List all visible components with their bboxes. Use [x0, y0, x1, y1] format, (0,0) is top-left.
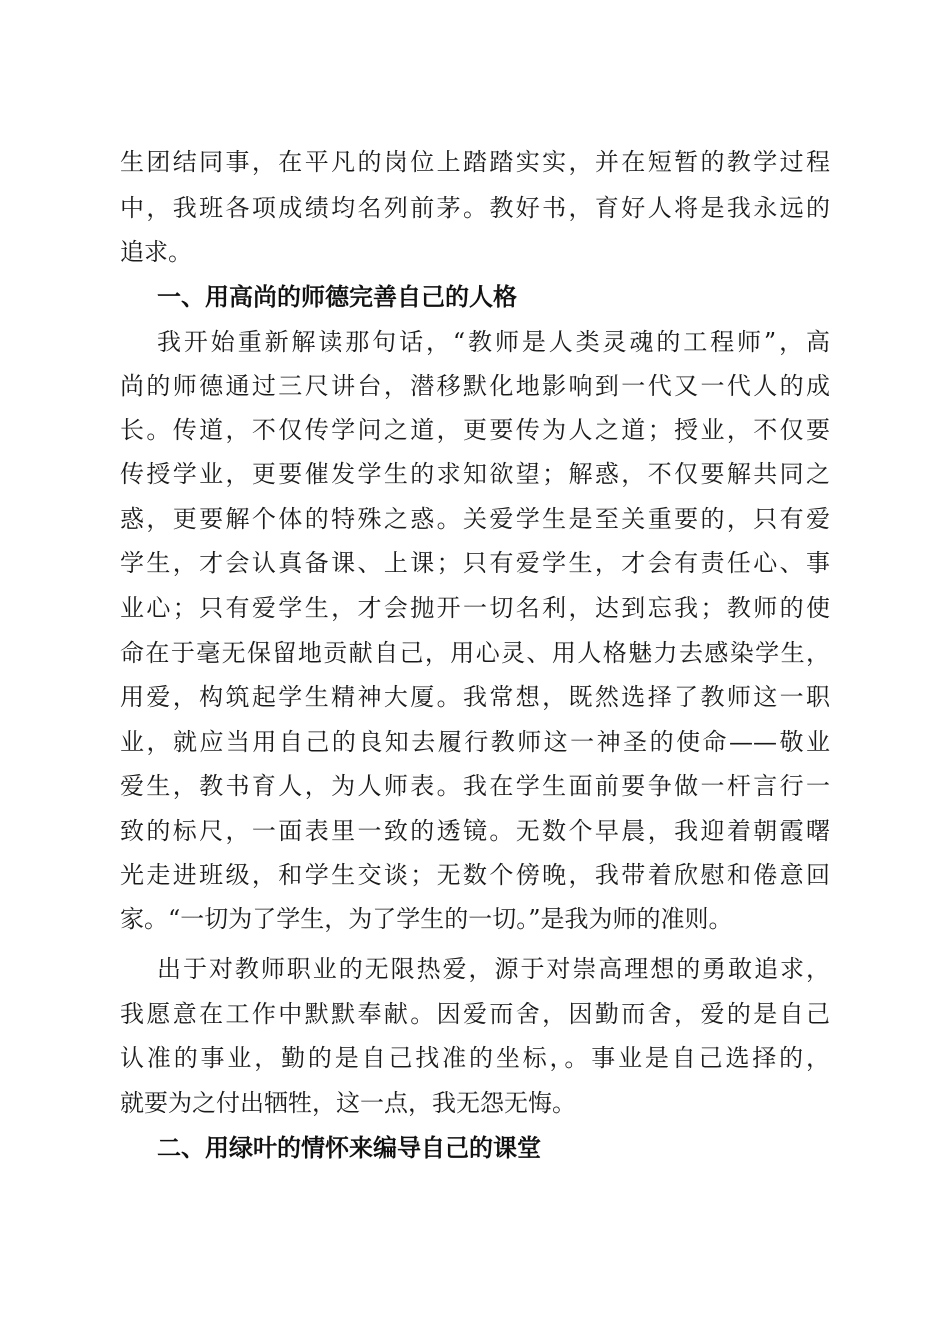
paragraph-line: 我愿意在工作中默默奉献。因爱而舍，因勤而舍，爱的是自己 — [120, 1000, 830, 1028]
paragraph-line: 用爱，构筑起学生精神大厦。我常想，既然选择了教师这一职 — [120, 683, 830, 711]
paragraph-line: 学生，才会认真备课、上课；只有爱学生，才会有责任心、事 — [120, 549, 830, 577]
paragraph-line: 惑，更要解个体的特殊之惑。关爱学生是至关重要的，只有爱 — [120, 505, 830, 533]
paragraph-line: 命在于毫无保留地贡献自己，用心灵、用人格魅力去感染学生， — [120, 639, 830, 667]
paragraph-line: 业心；只有爱学生，才会抛开一切名利，达到忘我；教师的使 — [120, 594, 830, 622]
paragraph-line: 我开始重新解读那句话，“教师是人类灵魂的工程师”，高 — [157, 328, 830, 356]
paragraph-line: 家。“一切为了学生，为了学生的一切。”是我为师的准则。 — [120, 905, 733, 933]
paragraph-line: 中，我班各项成绩均名列前茅。教好书，育好人将是我永远的 — [120, 194, 830, 222]
paragraph-line: 认准的事业，勤的是自己找准的坐标，。事业是自己选择的， — [120, 1044, 830, 1072]
paragraph-line: 传授学业，更要催发学生的求知欲望；解惑，不仅要解共同之 — [120, 460, 830, 488]
paragraph-line: 业，就应当用自己的良知去履行教师这一神圣的使命——敬业 — [120, 728, 830, 756]
section-heading-1: 一、用高尚的师德完善自己的人格 — [157, 283, 517, 311]
paragraph-line: 追求。 — [120, 238, 192, 266]
paragraph-line: 生团结同事，在平凡的岗位上踏踏实实，并在短暂的教学过程 — [120, 148, 830, 176]
section-heading-2: 二、用绿叶的情怀来编导自己的课堂 — [157, 1134, 541, 1162]
paragraph-line: 尚的师德通过三尺讲台，潜移默化地影响到一代又一代人的成 — [120, 372, 830, 400]
paragraph-line: 出于对教师职业的无限热爱，源于对崇高理想的勇敢追求， — [157, 955, 830, 983]
paragraph-line: 光走进班级，和学生交谈；无数个傍晚，我带着欣慰和倦意回 — [120, 861, 830, 889]
paragraph-line: 长。传道，不仅传学问之道，更要传为人之道；授业，不仅要 — [120, 416, 830, 444]
paragraph-line: 致的标尺，一面表里一致的透镜。无数个早晨，我迎着朝霞曙 — [120, 817, 830, 845]
paragraph-line: 就要为之付出牺牲，这一点，我无怨无悔。 — [120, 1089, 576, 1117]
paragraph-line: 爱生，教书育人，为人师表。我在学生面前要争做一杆言行一 — [120, 772, 830, 800]
